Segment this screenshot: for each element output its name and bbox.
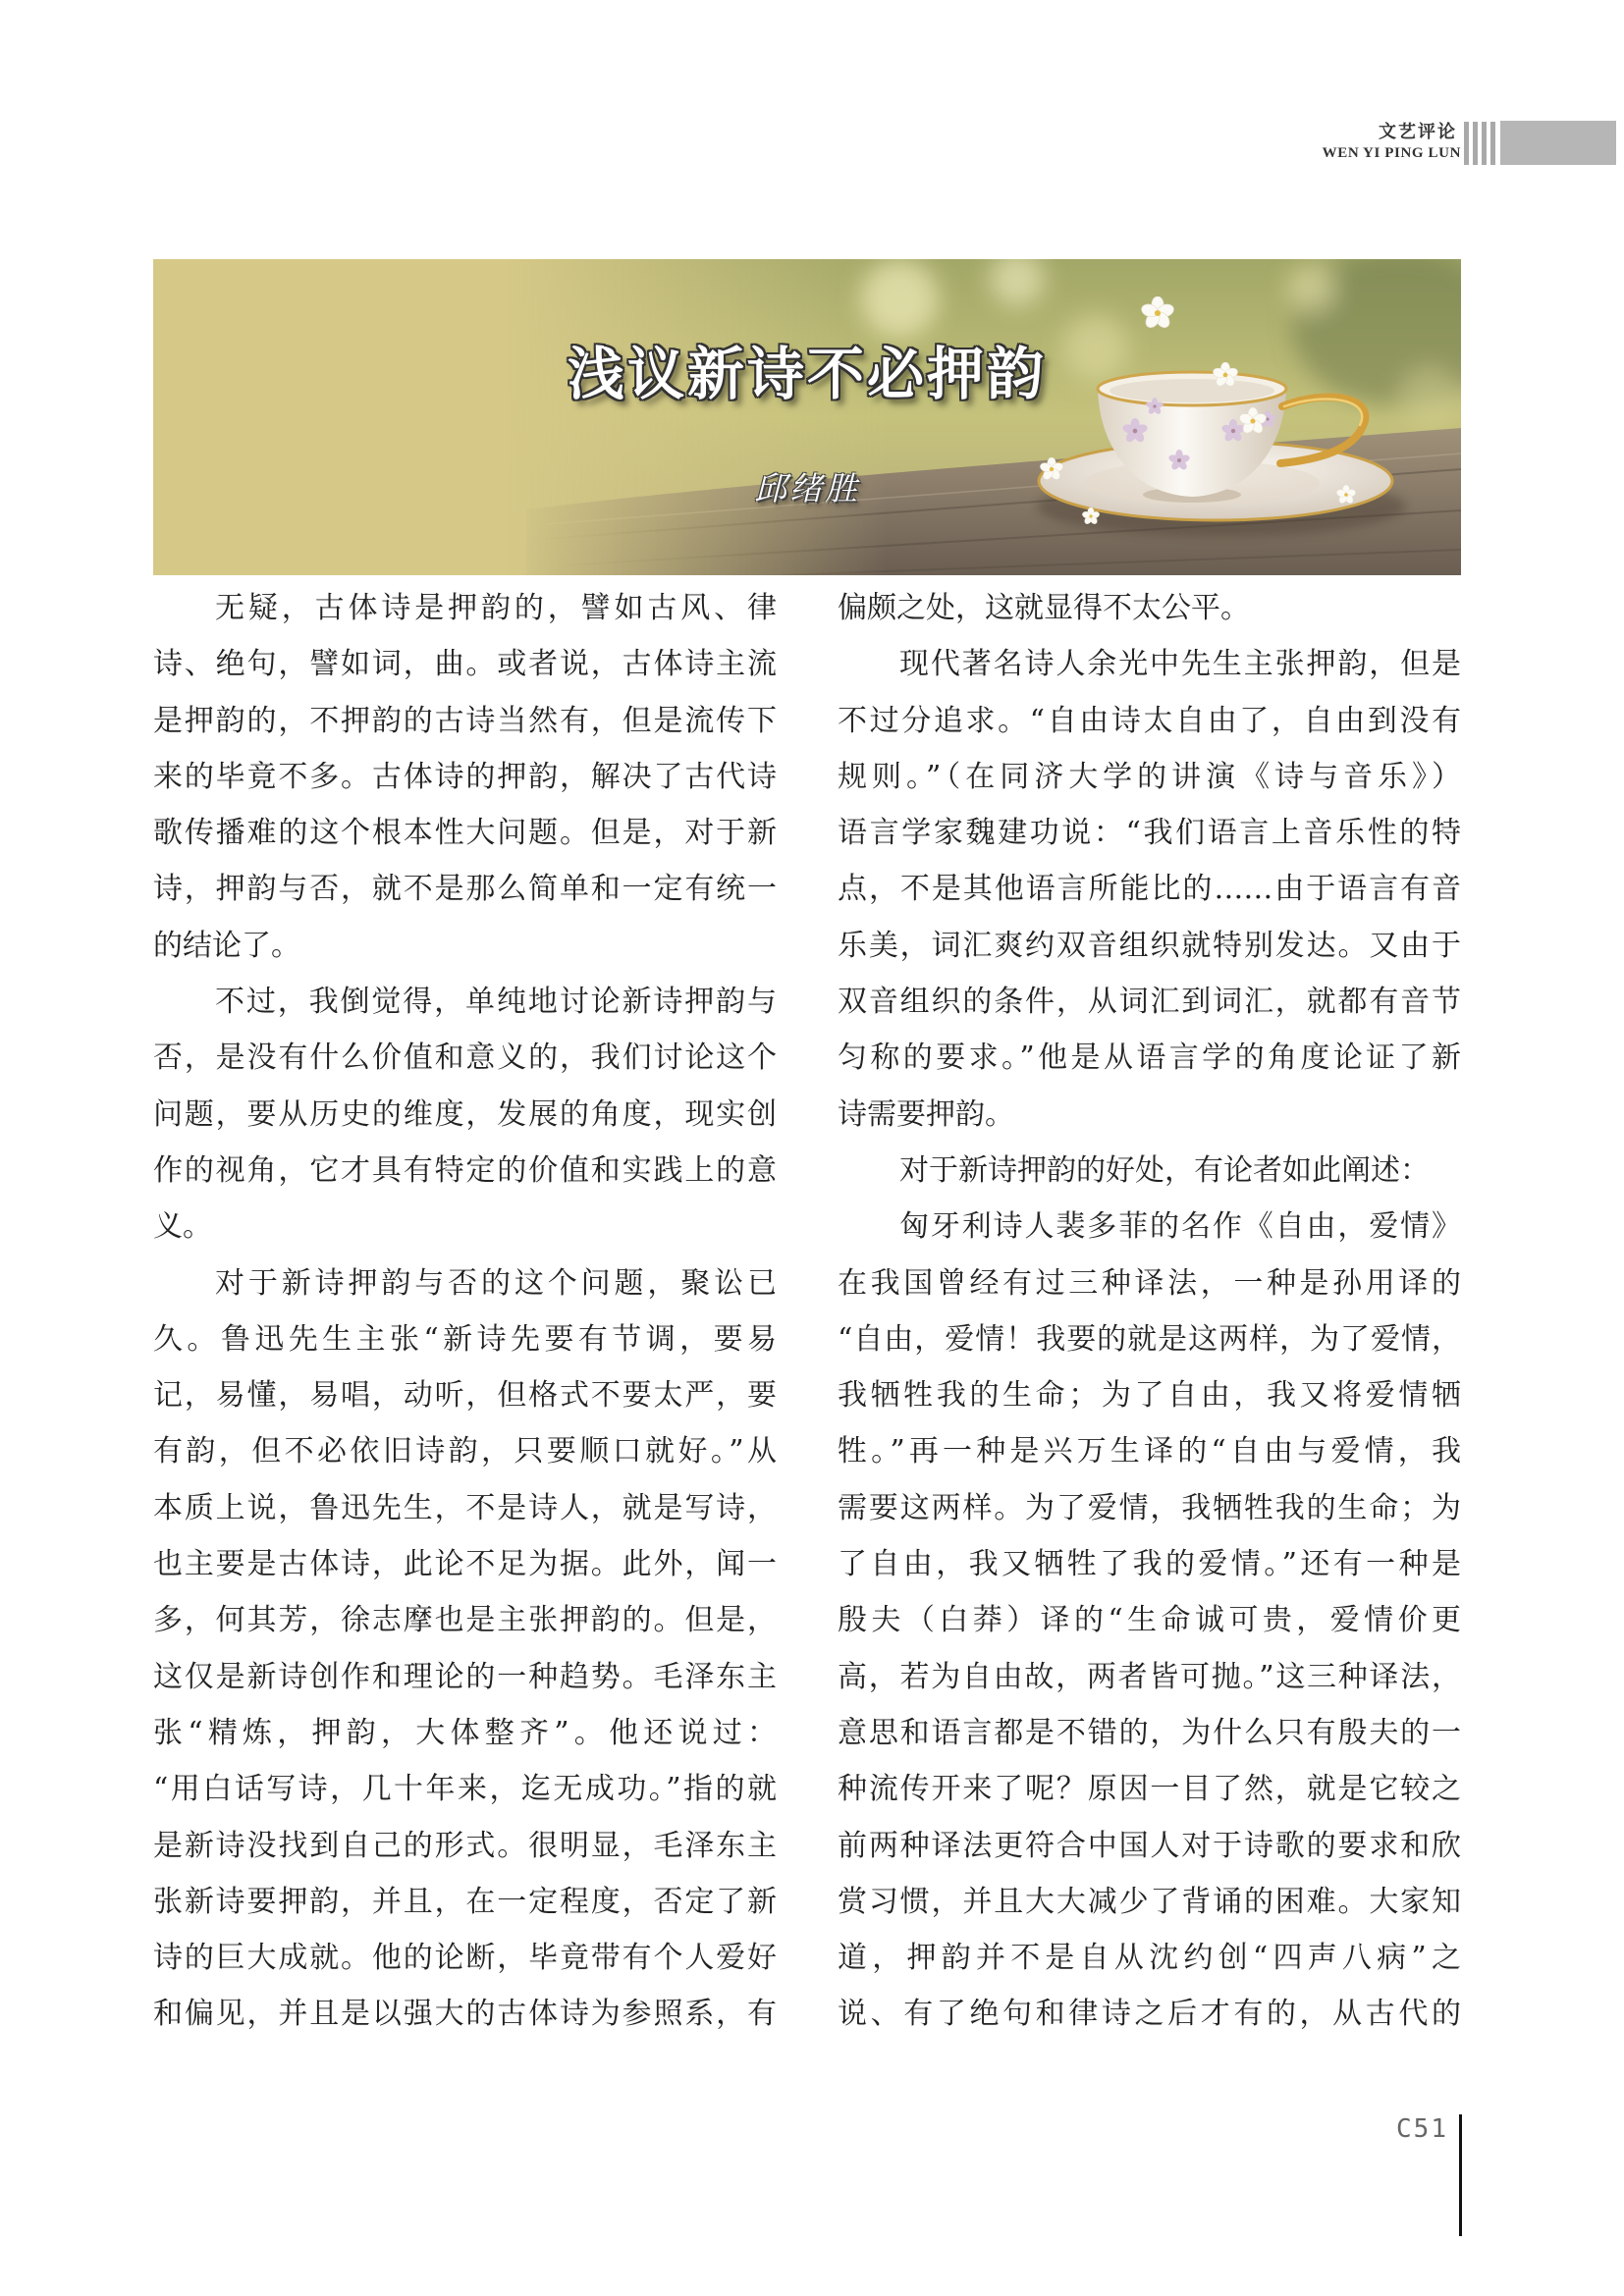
section-title-cn: 文艺评论	[1379, 122, 1457, 142]
text-line: 现代著名诗人余光中先生主张押韵，但是	[899, 647, 1461, 682]
page-number: C51	[1396, 2114, 1448, 2144]
text-line: 双音组织的条件，从词汇到词汇，就都有音节	[838, 985, 1461, 1020]
header-bars	[1464, 122, 1497, 165]
text-line: 语言学家魏建功说：“我们语言上音乐性的特	[838, 816, 1461, 851]
text-line: 前两种译法更符合中国人对于诗歌的要求和欣	[838, 1828, 1461, 1863]
text-line: 高，若为自由故，两者皆可抛。”这三种译法，	[838, 1659, 1461, 1694]
text-line: 需要这两样。为了爱情，我牺牲我的生命；为	[838, 1490, 1461, 1525]
text-line: 这仅是新诗创作和理论的一种趋势。毛泽东主	[153, 1659, 777, 1694]
paragraph	[153, 974, 777, 1255]
article-author: 邱绪胜	[754, 470, 860, 507]
left-column	[153, 580, 777, 2043]
text-line: 作的视角，它才具有特定的价值和实践上的意	[153, 1152, 777, 1188]
header-tab-block	[1500, 121, 1616, 165]
page-rule	[1459, 2114, 1462, 2236]
text-line: 对于新诗押韵与否的这个问题，聚讼已	[215, 1265, 777, 1301]
text-line: 殷夫（白莽）译的“生命诚可贵，爱情价更	[838, 1603, 1461, 1638]
text-line: 不过，我倒觉得，单纯地讨论新诗押韵与	[215, 985, 777, 1020]
text-line: 对于新诗押韵的好处，有论者如此阐述：	[899, 1152, 1430, 1188]
text-line: 匈牙利诗人裴多菲的名作《自由，爱情》	[899, 1209, 1461, 1245]
text-line: 诗的巨大成就。他的论断，毕竟带有个人爱好	[153, 1941, 777, 1976]
text-line: 无疑，古体诗是押韵的，譬如古风、律	[215, 591, 777, 625]
text-line: 是新诗没找到自己的形式。很明显，毛泽东主	[153, 1828, 777, 1863]
text-line: 赏习惯，并且大大减少了背诵的困难。大家知	[838, 1884, 1461, 1919]
text-line: “用白话写诗，几十年来，迄无成功。”指的就	[153, 1772, 777, 1807]
text-line: 义。	[153, 1209, 212, 1245]
text-line: 道，押韵并不是自从沈约创“四声八病”之	[838, 1941, 1461, 1976]
text-line: 久。鲁迅先生主张“新诗先要有节调，要易	[153, 1321, 777, 1357]
paragraph	[838, 1199, 1461, 2042]
text-line: 诗，押韵与否，就不是那么简单和一定有统一	[153, 872, 777, 907]
paragraph	[838, 580, 1461, 636]
text-line: 乐美，词汇爽约双音组织就特别发达。又由于	[838, 928, 1461, 963]
text-line: 在我国曾经有过三种译法，一种是孙用译的	[838, 1265, 1461, 1301]
text-line: 张“精炼，押韵，大体整齐”。他还说过：	[153, 1715, 777, 1750]
paragraph	[838, 1143, 1461, 1199]
article-banner	[153, 259, 1461, 575]
text-line: 不过分追求。“自由诗太自由了，自由到没有	[838, 703, 1461, 738]
text-line: 我牺牲我的生命；为了自由，我又将爱情牺	[838, 1378, 1461, 1414]
text-line: 诗、绝句，譬如词，曲。或者说，古体诗主流	[153, 647, 777, 682]
text-line: 本质上说，鲁迅先生，不是诗人，就是写诗，	[153, 1490, 777, 1525]
text-line: 否，是没有什么价值和意义的，我们讨论这个	[153, 1041, 777, 1076]
text-line: 也主要是古体诗，此论不足为据。此外，闻一	[153, 1547, 777, 1582]
text-line: 规则。”（在同济大学的讲演《诗与音乐》）	[838, 759, 1461, 794]
text-line: 来的毕竟不多。古体诗的押韵，解决了古代诗	[153, 759, 777, 794]
text-line: 点，不是其他语言所能比的……由于语言有音	[838, 872, 1461, 907]
text-line: 有韵，但不必依旧诗韵，只要顺口就好。”从	[153, 1434, 777, 1469]
section-title-pinyin: WEN YI PING LUN	[1322, 145, 1461, 161]
text-line: 说、有了绝句和律诗之后才有的，从古代的	[838, 1997, 1461, 2032]
text-line: 诗需要押韵。	[838, 1096, 1014, 1132]
paragraph	[153, 1255, 777, 2043]
text-line: 张新诗要押韵，并且，在一定程度，否定了新	[153, 1884, 777, 1919]
text-line: 匀称的要求。”他是从语言学的角度论证了新	[838, 1041, 1461, 1076]
text-line: 偏颇之处，这就显得不太公平。	[838, 591, 1250, 625]
text-line: 种流传开来了呢？原因一目了然，就是它较之	[838, 1772, 1461, 1807]
text-line: 记，易懂，易唱，动听，但格式不要太严，要	[153, 1378, 777, 1414]
text-line: 是押韵的，不押韵的古诗当然有，但是流传下	[153, 703, 777, 738]
text-line: 歌传播难的这个根本性大问题。但是，对于新	[153, 816, 777, 851]
text-line: 意思和语言都是不错的，为什么只有殷夫的一	[838, 1715, 1461, 1750]
text-line: “自由，爱情！我要的就是这两样，为了爱情，	[838, 1321, 1461, 1357]
text-line: 了自由，我又牺牲了我的爱情。”还有一种是	[838, 1547, 1461, 1582]
text-line: 和偏见，并且是以强大的古体诗为参照系，有	[153, 1997, 777, 2032]
text-line: 牲。”再一种是兴万生译的“自由与爱情，我	[838, 1434, 1461, 1469]
right-column	[838, 580, 1461, 2043]
text-line: 问题，要从历史的维度，发展的角度，现实创	[153, 1096, 777, 1132]
article-title: 浅议新诗不必押韵	[567, 343, 1047, 406]
paragraph	[838, 636, 1461, 1143]
paragraph	[153, 580, 777, 974]
banner-illustration	[153, 259, 1461, 575]
text-line: 的结论了。	[153, 928, 300, 963]
text-line: 多，何其芳，徐志摩也是主张押韵的。但是，	[153, 1603, 777, 1638]
